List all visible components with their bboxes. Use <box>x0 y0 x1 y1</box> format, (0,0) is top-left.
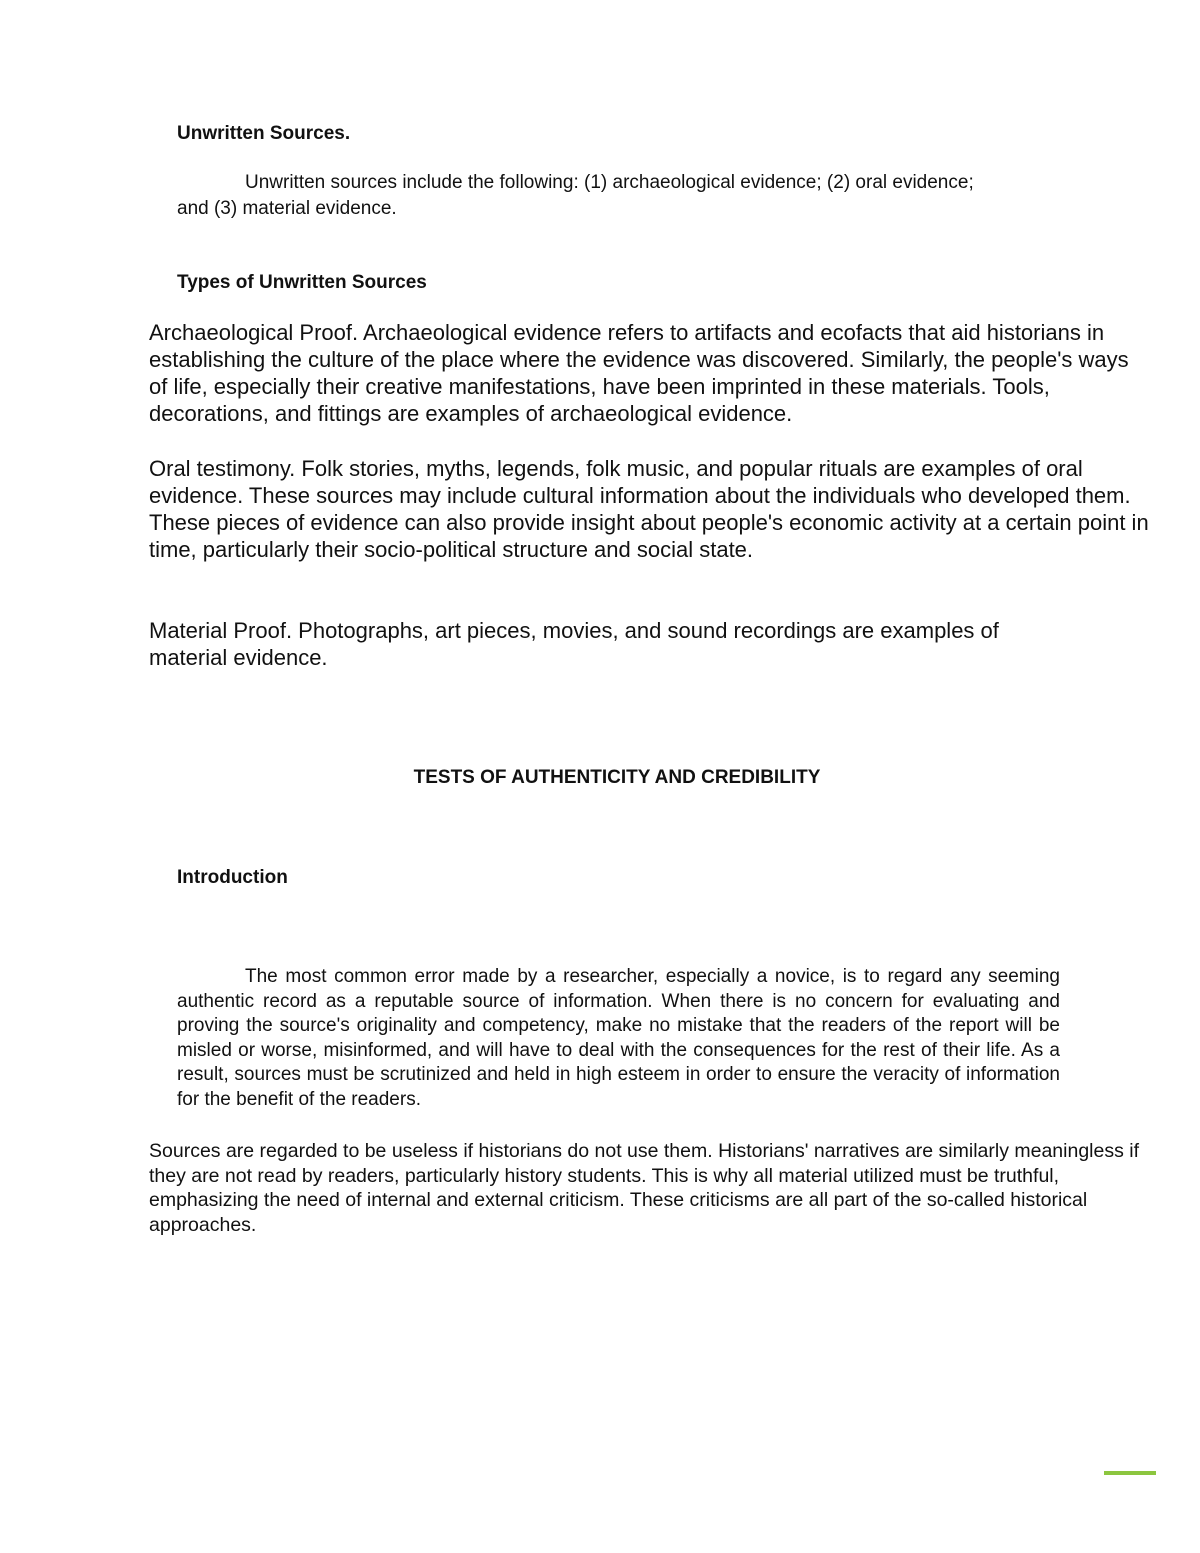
tests-of-authenticity-title: TESTS OF AUTHENTICITY AND CREDIBILITY <box>413 767 821 788</box>
unwritten-sources-heading: Unwritten Sources. <box>177 123 351 144</box>
material-proof-paragraph: Material Proof. Photographs, art pieces, movies, and sound recordings are examples of material evidence. <box>149 618 999 670</box>
unwritten-sources-intro-paragraph: Unwritten sources include the following: (1) archaeological evidence; (2) oral evidence; and (3) material evidence. <box>177 172 974 219</box>
archaeological-proof-paragraph: Archaeological Proof. Archaeological evidence refers to artifacts and ecofacts that aid historians in establishing the culture of the place where the evidence was discovered. Similarly, the people's ways of life, especially their creative manifestations, have been imprinted in these materials. Tools, decorations, and fittings are examples of archaeological evidence. <box>149 320 1129 426</box>
types-of-unwritten-sources-heading: Types of Unwritten Sources <box>177 272 427 293</box>
introduction-body-paragraph: The most common error made by a researcher, especially a novice, is to regard any seeming authentic record as a reputable source of information. When there is no concern for evaluating and proving the source's originality and competency, make no mistake that the readers of the report will be misled or worse, misinformed, and will have to deal with the consequences for the rest of their life. As a result, sources must be scrutinized and held in high esteem in order to ensure the veracity of information for the benefit of the readers. <box>177 966 1060 1110</box>
sources-useless-paragraph: Sources are regarded to be useless if historians do not use them. Historians' narratives are similarly meaningless if they are not read by readers, particularly history students. This is why all material utilized must be truthful, emphasizing the need of internal and external criticism. These criticisms are all part of the so-called historical approaches. <box>149 1140 1140 1236</box>
oral-testimony-paragraph: Oral testimony. Folk stories, myths, legends, folk music, and popular rituals are examples of oral evidence. These sources may include cultural information about the individuals who developed them. These pieces of evidence can also provide insight about people's economic activity at a certain point in time, particularly their socio-political structure and social state. <box>149 456 1149 562</box>
page-corner-accent-line <box>1104 1471 1156 1475</box>
introduction-heading: Introduction <box>177 867 288 888</box>
